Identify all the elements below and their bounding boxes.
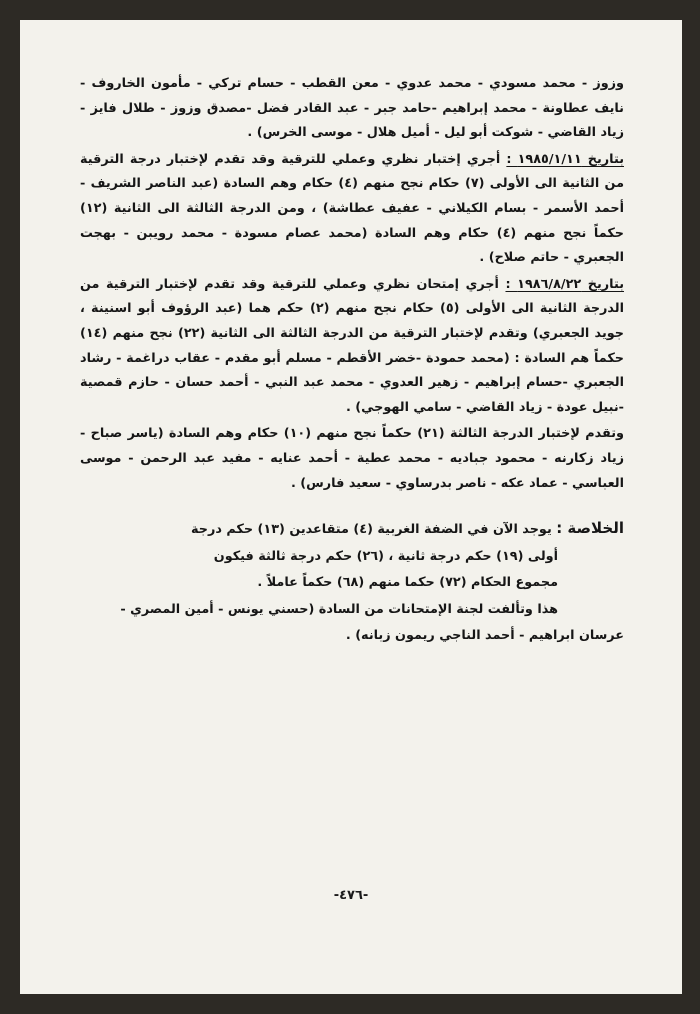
date-1985: بتاريخ ١٩٨٥/١/١١ : [506,151,624,167]
summary-line-3: مجموع الحكام (٧٢) حكما منهم (٦٨) حكماً عاملاً . [257,575,558,591]
paragraph-1986-exam [80,273,624,421]
paragraph-1985-text: أجري إختبار نظري وعملي للترقية وقد تقدم لإختبار درجة الترقية من الثانية الى الأولى (٧) حكام نجح منهم (٤) حكام وهم السادة (عبد الناصر الشريف - أحمد الأسمر - بسام الكيلاني - عفيف عطاشة) ، ومن الدرجة الثالثة الى الثانية (١٢) حكماً نجح منهم (٤) حكام وهم السادة (محمد عصام مسودة - محمد رويبن - بهجت الجعبري - حاتم صلاح) . [80,151,624,266]
summary-label: الخلاصة : [556,519,624,538]
paragraph-1986-text: أجري إمتحان نظري وعملي للترقية وقد تقدم لإختبار الترقية من الدرجة الثانية الى الأولى (٥) حكام نجح منهم (٢) حكم هما (عبد الرؤوف أبو اسنينة ، جويد الجعبري) وتقدم لإختبار الترقية من الدرجة الثالثة الى الثانية (٢٢) نجح منهم (١٤) حكماً هم السادة : (محمد حمودة -خضر الأقطم - مسلم أبو مقدم - عقاب دراغمة - رشاد الجعبري -حسام إبراهيم - زهير العدوي - محمد عبد النبي - أحمد حسان - حازم قمصية -نبيل عودة - زياد القاضي - سامي الهوجي) . [80,276,624,415]
document-page [20,20,682,994]
summary-first-line [80,516,624,543]
paragraph-names-list: وزوز - محمد مسودي - محمد عدوي - معن القطب - حسام تركي - مأمون الخاروف - نايف عطاونة - محمد إبراهيم -حامد جبر - عبد القادر فضل -مصدق وزوز - طلال فايز - زياد القاضي - شوكت أبو ليل - أميل هلال - موسى الخرس) . [80,76,624,141]
date-1986: بتاريخ ١٩٨٦/٨/٢٢ : [505,276,624,292]
paragraph-1985-exam [80,148,624,271]
summary-section [80,516,624,649]
document-body [80,72,624,651]
summary-line-4: هذا وتألفت لجنة الإمتحانات من السادة (حسني يونس - أمين المصري - [120,601,558,617]
summary-line-2: أولى (١٩) حكم درجة ثانية ، (٢٦) حكم درجة ثالثة فيكون [213,548,558,564]
summary-line-1: يوجد الآن في الضفة الغربية (٤) متقاعدين (١٣) حكم درجة [191,522,557,538]
page-number: -٤٧٦- [333,888,369,903]
paragraph-third-degree: وتقدم لإختبار الدرجة الثالثة (٢١) حكماً نجح منهم (١٠) حكام وهم السادة (ياسر صباح - زياد زكارنه - محمود جباديه - محمد عطية - أحمد عنايه - مفيد عبد الرحمن - موسى العباسي - عماد عكه - ناصر بدرساوي - سعيد فارس) . [80,426,624,491]
summary-line-5: عرسان ابراهيم - أحمد الناجي ريمون زبانه) . [345,628,624,644]
